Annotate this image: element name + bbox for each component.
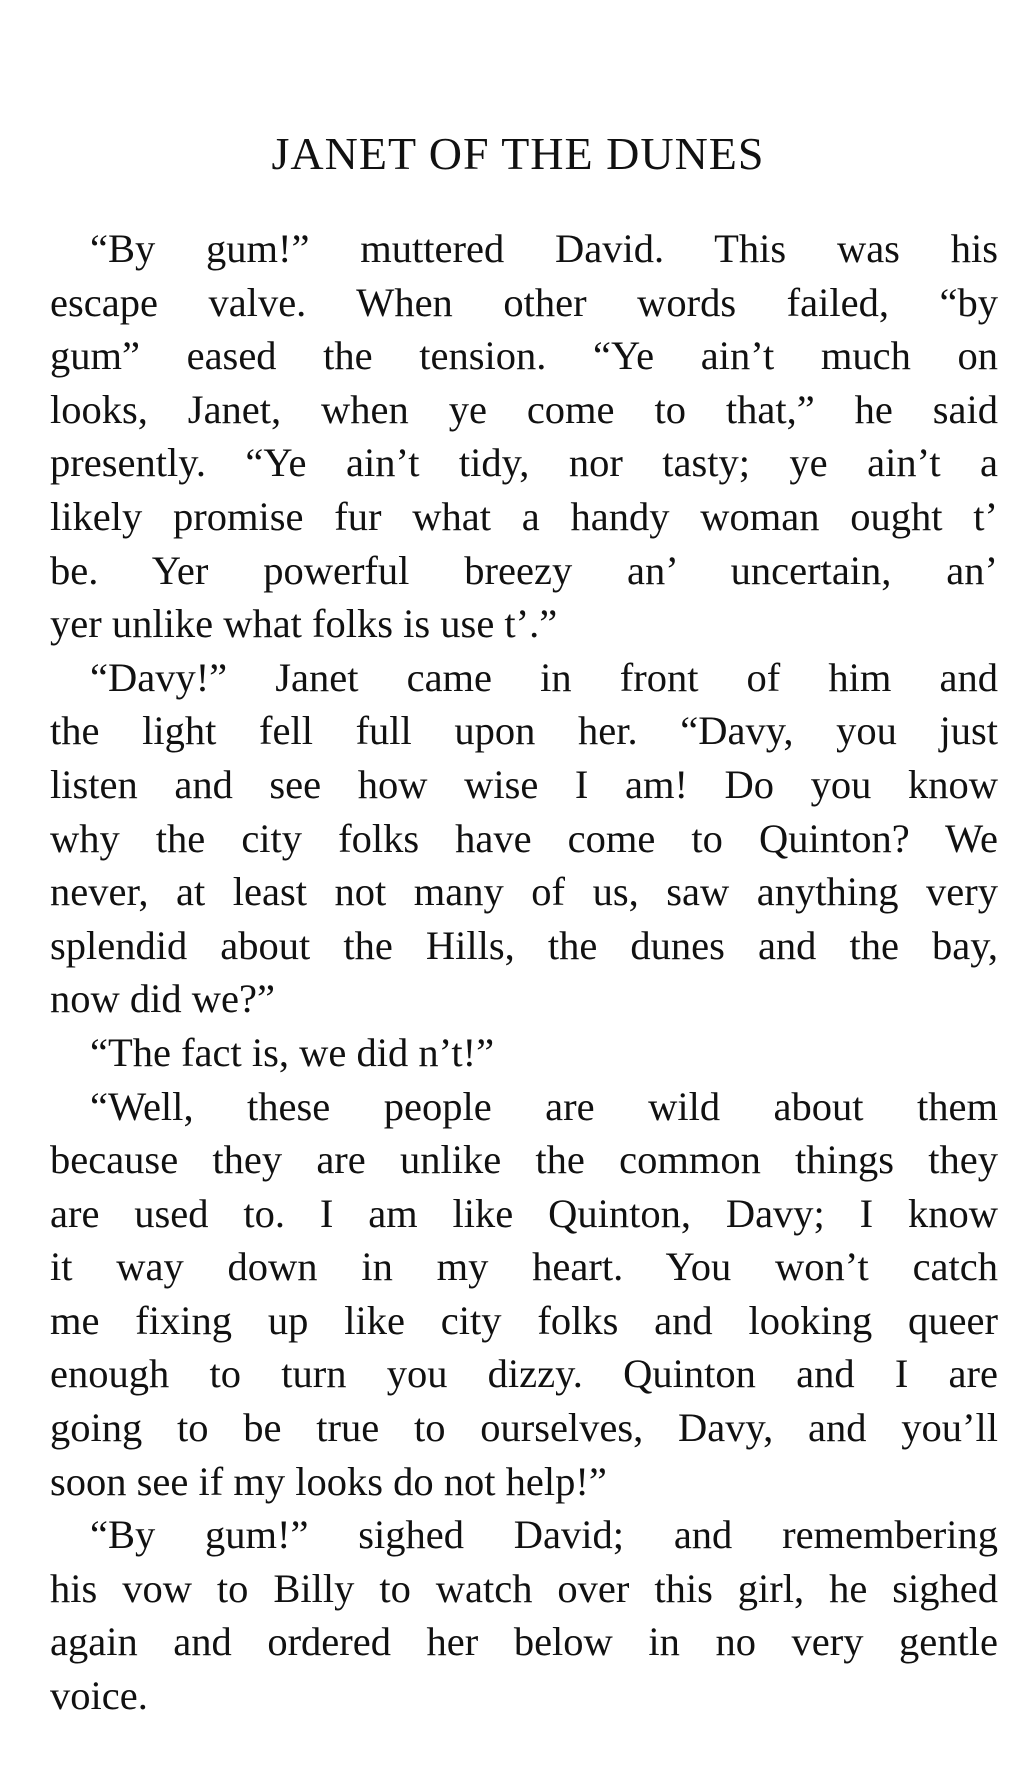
text-line-4: looks, Janet, when ye come to that,” he said [50, 386, 998, 432]
text-line-22: enough to turn you dizzy. Quinton and I are [50, 1351, 998, 1397]
text-line-12: why the city folks have come to Quinton? We [50, 815, 998, 861]
text-line-5: presently. “Ye ain’t tidy, nor tasty; ye ain’t a [50, 440, 998, 486]
text-line-27: again and ordered her below in no very gentle [50, 1619, 998, 1665]
text-line-25: “By gum!” sighed David; and remembering [90, 1512, 998, 1558]
text-line-8: yer unlike what folks is use t’.” [50, 601, 558, 647]
text-line-13: never, at least not many of us, saw anything very [50, 869, 998, 915]
text-line-19: are used to. I am like Quinton, Davy; I know [50, 1190, 998, 1236]
text-line-21: me fixing up like city folks and looking queer [50, 1297, 998, 1343]
text-line-24: soon see if my looks do not help!” [50, 1458, 607, 1504]
text-line-2: escape valve. When other words failed, “by [50, 279, 998, 325]
page-body [50, 222, 998, 1723]
text-line-11: listen and see how wise I am! Do you know [50, 761, 998, 807]
text-line-14: splendid about the Hills, the dunes and the bay, [50, 922, 998, 968]
text-line-1: “By gum!” muttered David. This was his [90, 226, 998, 271]
text-line-3: gum” eased the tension. “Ye ain’t much on [50, 333, 998, 379]
text-line-15: now did we?” [50, 976, 275, 1022]
text-line-7: be. Yer powerful breezy an’ uncertain, an’ [50, 547, 998, 593]
text-line-6: likely promise fur what a handy woman ought t’ [50, 493, 998, 539]
text-line-16: “The fact is, we did n’t!” [90, 1029, 495, 1075]
text-line-26: his vow to Billy to watch over this girl, he sighed [50, 1565, 998, 1611]
text-line-20: it way down in my heart. You won’t catch [50, 1244, 998, 1290]
text-line-10: the light fell full upon her. “Davy, you just [50, 708, 998, 754]
text-line-23: going to be true to ourselves, Davy, and you’ll [50, 1405, 998, 1451]
text-line-9: “Davy!” Janet came in front of him and [90, 654, 998, 700]
text-line-28: voice. [50, 1673, 148, 1719]
running-title: JANET OF THE DUNES [271, 128, 765, 179]
text-line-17: “Well, these people are wild about them [90, 1083, 998, 1129]
text-line-18: because they are unlike the common things they [50, 1137, 998, 1183]
